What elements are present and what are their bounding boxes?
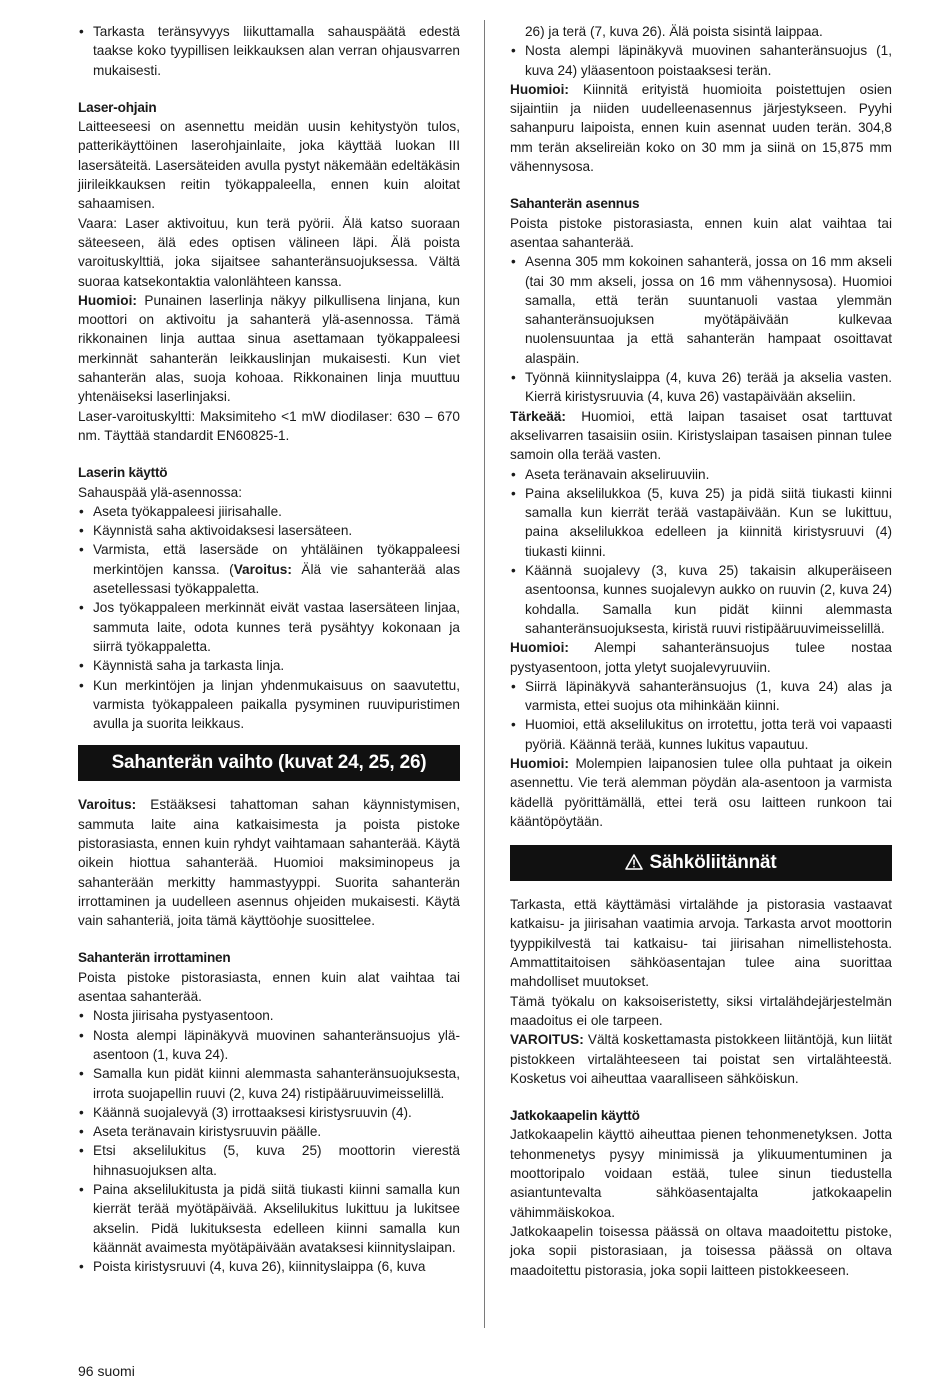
blade-install-list-3 (510, 677, 892, 754)
list-item: • Paina akselilukkoa (5, kuva 25) ja pidä siitä tiukasti kiinni samalla kun kierrät terää vastapäivään. Kun se lukittuu, paina akselilukkoa edelleen ja kiinnitä kiristysruuvi (4) tiukasti kiinni. (510, 484, 892, 561)
list-item: • Käynnistä saha aktivoidaksesi lasersäteen. (78, 521, 460, 540)
list-item: • Käännä suojalevyä (3) irrottaaksesi kiristysruuvin (4). (78, 1103, 460, 1122)
list-item-continued (510, 22, 892, 41)
list-item: • Poista kiristysruuvi (4, kuva 26), kiinnityslaippa (6, kuva (78, 1257, 460, 1276)
list-item: • Aseta teränavain akseliruuviin. (510, 465, 892, 484)
list-item: • Aseta teränavain kiristysruuvin päälle. (78, 1122, 460, 1141)
laser-use-intro: Sahauspää ylä-asennossa: (78, 484, 242, 500)
note-label: Huomioi: (510, 81, 569, 97)
intro-bullet-list (78, 22, 460, 80)
laser-use-list (78, 502, 460, 734)
right-column (510, 22, 892, 1280)
laser-use-heading: Laserin käyttö (78, 465, 168, 481)
electric-paragraph: Tarkasta, että käyttämäsi virtalähde ja pistorasia vastaavat katkaisu- ja jiirisahan vaatimia arvoja. Tarkasta arvot moottorin tyyppikilvestä tai katkaisu- tai jiirisahan nimellistehosta. Ammattitaitoisen sähköasentajan tulee aina suorittaa mahdolliset muutokset. (510, 897, 892, 990)
warning-label: Varoitus: (233, 561, 292, 577)
double-insulation-paragraph: Tämä työkalu on kaksoiseristetty, siksi virtalähdejärjestelmän maadoitus ei ole tarpeen. (510, 993, 892, 1028)
warning-text: Vältä koskettamasta pistokkeen liitäntöjä, kun liität pistokkeen virtalähteeseen tai poistat sen virtalähteestä. Kosketus voi aiheuttaa vaaralliseen sähköiskun. (510, 1032, 892, 1086)
warning-label: Varoitus: (78, 797, 137, 813)
blade-removal-heading: Sahanterän irrottaminen (78, 950, 231, 966)
list-item: • Paina akselilukitusta ja pidä siitä tiukasti kiinni samalla kun kierrät terää myötäpäivää. Akselilukitus lukittuu ja lukitsee akselin. Pidä lukituksesta edelleen kiinni samalla kun käännät avaimesta myötäpäivään avataksesi kiinnityslaipan. (78, 1180, 460, 1257)
list-item: • Käännä suojalevy (3, kuva 25) takaisin alkuperäiseen asentoonsa, kunnes suojalevyn aukko on ruuvin (2, kuva 24) kohdalla. Samalla kun pidät kiinni alemmasta sahanteränsuojuksesta, kiristä ruuvi ristipääruuvimeisselillä. (510, 561, 892, 638)
list-item-text: 26) ja terä (7, kuva 26). Älä poista sisintä laippaa. (525, 24, 823, 39)
blade-removal-intro: Poista pistoke pistorasiasta, ennen kuin alat vaihtaa tai asentaa sahanterää. (78, 969, 460, 1005)
blade-change-banner: Sahanterän vaihto (kuvat 24, 25, 26) (78, 745, 460, 781)
list-item: • Käynnistä saha ja tarkasta linja. (78, 656, 460, 675)
electric-warning-paragraph (510, 1030, 892, 1088)
laser-danger-paragraph: Vaara: Laser aktivoituu, kun terä pyörii. Älä katso suoraan säteeseen, älä edes optisen välineen läpi. Älä poista varoituskylttiä, joka sijaitsee sahanteränsuojuksessa. Vältä suoraa katsekontaktia valonlähteen kanssa. (78, 215, 460, 289)
list-item: • Kun merkintöjen ja linjan yhdenmukaisuus on saavutettu, varmista työkappaleen paikalla pysyminen ruuvipuristimen avulla ja suorita leikkaus. (78, 676, 460, 734)
banner-title: Sähköliitännät (649, 852, 777, 874)
note-text: Molempien laipanosien tulee olla puhtaat ja oikein asennettu. Vie terä alemman pöydän ala-asentoon ja varmista kädellä pyörittämällä, ettei terä osu laitteen runkoon tai kääntöpöytään. (510, 755, 892, 829)
extension-cord-heading: Jatkokaapelin käyttö (510, 1108, 640, 1124)
page-number: 96 suomi (78, 1363, 135, 1379)
removal-continued-list (510, 41, 892, 80)
list-item: • Huomioi, että akselilukitus on irrotettu, jotta terä voi vapaasti pyöriä. Käännä terää, kunnes lukitus vapautuu. (510, 715, 892, 754)
blade-removal-list (78, 1006, 460, 1276)
note-text: Punainen laserlinja näkyy pilkullisena linjana, kun moottori on aktivoitu ja sahanterä ylä-asennossa. Tämä rikkonainen linja auttaa sinua asettamaan työkappaleesi merkinnät sahanterän leikkauslinjan mukaisesti. Kun viet sahanterän alas, suoja kohoaa. Rikkonainen linja muuttuu yhtenäiseksi laserlinjaksi. (78, 292, 460, 405)
laser-guide-heading: Laser-ohjain (78, 99, 157, 115)
laser-note-paragraph (78, 291, 460, 407)
list-item: • Jos työkappaleen merkinnät eivät vastaa lasersäteen linjaa, sammuta laite, odota kunnes terä pysähtyy kokonaan ja siirrä työkappaletta. (78, 598, 460, 656)
note-text: Kiinnitä erityistä huomioita poistettujen osien sijaintiin ja niiden uudelleenasennus järjestykseen. Pyyhi sahanpuru laipoista, ennen kuin asennat uuden terän. 304,8 mm terän akselireiän koko on 30 mm ja siinä on 15,875 mm vähennysosa. (510, 81, 892, 175)
extension-paragraph: Jatkokaapelin käyttö aiheuttaa pienen tehonmenetyksen. Jotta tehonmenetys pysyy minimissä ja ylikuumentuminen ja moottoripalo voidaan estää, tulee sinun tiedustella asiantuntevalta sähköasentajalta jatkokaapelin vähimmäiskokoa. (510, 1127, 892, 1220)
warning-text: Estääksesi tahattoman sahan käynnistymisen, sammuta laite aina katkaisimesta ja poista pistoke pistorasiasta, ennen kuin ryhdyt vaihtamaan sahanterää. Käytä oikein hiottua sahanterää. Huomioi maksiminopeus ja sahanterään merkitty hammastyyppi. Suorita sahanterän irrottaminen ja uudelleen asennus ohjeiden mukaisesti. Käytä vain sahanteriä, joita tämä käyttöohje suosittelee. (78, 797, 460, 929)
list-item: • Nosta alempi läpinäkyvä muovinen sahanteränsuojus (1, kuva 24) yläasentoon poistaaksesi terän. (510, 41, 892, 80)
note-label: Huomioi: (510, 640, 569, 656)
laser-warning-sign-paragraph: Laser-varoituskyltti: Maksimiteho <1 mW diodilaser: 630 – 670 nm. Täyttää standardit EN60825-1. (78, 408, 460, 443)
list-item: • Työnnä kiinnityslaippa (4, kuva 26) terää ja akselia vasten. Kierrä kiristysruuvia (4, kuva 26) vastapäivään akseliin. (510, 368, 892, 407)
note-paragraph (510, 754, 892, 831)
note-label: Huomioi: (78, 292, 137, 308)
note-paragraph (510, 80, 892, 176)
column-divider (484, 20, 485, 1328)
blade-install-intro: Poista pistoke pistorasiasta, ennen kuin alat vaihtaa tai asentaa sahanterää. (510, 215, 892, 250)
blade-install-list-2 (510, 465, 892, 639)
warning-label: VAROITUS: (510, 1032, 584, 1048)
blade-install-list (510, 252, 892, 406)
continued-list (510, 22, 892, 41)
list-item-text: Varmista, että lasersäde on yhtäläinen työkappaleesi merkintöjen kanssa. ( (93, 542, 460, 577)
laser-guide-paragraph: Laitteeseesi on asennettu meidän uusin kehitystyön tulos, patterikäyttöinen laserohjainlaite, joka käyttää luokan III lasersäteitä. Lasersäteiden avulla pystyt näkemään edeltäkäsin jiirileikkauksen reitin työkappaleella, ennen kuin aloitat sahaamisen. (78, 119, 460, 212)
note-text: Alempi sahanteränsuojus tulee nostaa pystyasentoon, jotta yletyt suojalevyruuviin. (510, 640, 892, 675)
list-item: • Tarkasta teränsyvyys liikuttamalla sahauspäätä edestä taakse koko tyypillisen leikkauksen alan verran ohjausvarren mukaisesti. (78, 22, 460, 80)
blade-warning-paragraph (78, 795, 460, 930)
left-column (78, 22, 460, 1277)
list-item-text: Älä vie sahanterää alas asetellessasi työkappaletta. (93, 561, 461, 597)
list-item: • Aseta työkappaleesi jiirisahalle. (78, 502, 460, 521)
list-item: • Asenna 305 mm kokoinen sahanterä, jossa on 16 mm akseli (tai 30 mm akseli, jossa on 16 mm vähennysosa). Huomioi samalla, että terän suuntanuoli vastaa ylemmän sahanteränsuojuksen myötäpäivään kulkevaa nuolensuuntaa ja että sahanterän hampaat osoittavat alaspäin. (510, 252, 892, 368)
note-label: Huomioi: (510, 755, 569, 771)
list-item: • Samalla kun pidät kiinni alemmasta sahanteränsuojuksesta, irrota suojapellin ruuvi (2, kuva 24) ristipääruuvimeisselillä. (78, 1064, 460, 1103)
list-item (78, 540, 460, 598)
list-item: • Nosta jiirisaha pystyasentoon. (78, 1006, 460, 1025)
important-text: Huomioi, että laipan tasaiset osat tarttuvat akselivarren tasaisiin osiin. Kiristyslaipan tasaisen pinnan tulee samoin olla terää vasten. (510, 408, 892, 463)
important-paragraph (510, 407, 892, 465)
list-item: • Siirrä läpinäkyvä sahanteränsuojus (1, kuva 24) alas ja varmista, ettei suojus ota mihinkään kiinni. (510, 677, 892, 716)
extension-paragraph-2: Jatkokaapelin toisessa päässä on oltava maadoitettu pistoke, joka sopii pistorasiaan, ja toisessa päässä on oltava maadoitettu pistorasia, joka sopii laitteen pistokkeeseen. (510, 1223, 892, 1278)
note-paragraph (510, 638, 892, 677)
warning-triangle-icon (625, 854, 643, 870)
list-item: • Etsi akselilukitus (5, kuva 25) moottorin vierestä hihnasuojuksen alta. (78, 1141, 460, 1180)
blade-install-heading: Sahanterän asennus (510, 196, 640, 212)
list-item: • Nosta alempi läpinäkyvä muovinen sahanteränsuojus ylä-asentoon (1, kuva 24). (78, 1026, 460, 1065)
important-label: Tärkeää: (510, 408, 566, 424)
electric-connections-banner (510, 845, 892, 881)
